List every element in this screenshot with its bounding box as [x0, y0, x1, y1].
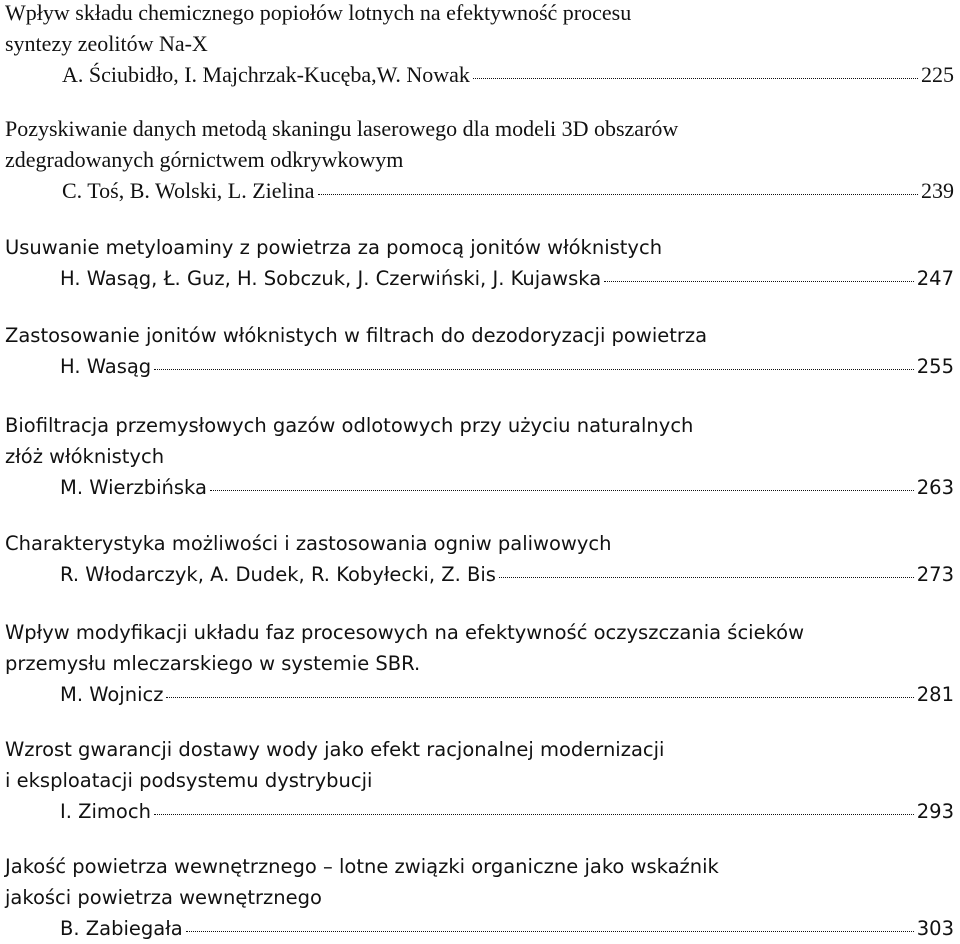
entry-title-line: jakości powietrza wewnętrznego [5, 886, 322, 909]
entry-page-number: 225 [921, 62, 954, 87]
entry-authors: R. Włodarczyk, A. Dudek, R. Kobyłecki, Z. Bis [60, 563, 496, 586]
entry-title-line [0, 410, 960, 441]
entry-authors: M. Wojnicz [60, 683, 164, 706]
toc-entry [0, 528, 960, 590]
entry-page-number: 273 [916, 563, 954, 586]
entry-authors: B. Zabiegała [60, 917, 183, 940]
entry-title-line: złóż włóknistych [5, 445, 165, 468]
entry-title-line: i eksploatacji podsystemu dystrybucji [5, 769, 373, 792]
entry-title-text: Biofiltracja przemysłowych gazów odlotowych przy użyciu naturalnych [5, 414, 694, 437]
dot-leader [318, 194, 918, 195]
entry-title-line: Wpływ składu chemicznego popiołów lotnych na efektywność procesu [5, 0, 632, 25]
toc-entry [0, 232, 960, 294]
dot-leader [166, 697, 913, 698]
entry-title-line: zdegradowanych górnictwem odkrywkowym [5, 147, 404, 172]
entry-page-number: 281 [916, 683, 954, 706]
entry-title-line: Usuwanie metyloaminy z powietrza za pomocą jonitów włóknistych [5, 236, 663, 259]
entry-title-line: Jakość powietrza wewnętrznego – lotne związki organiczne jako wskaźnik [5, 855, 719, 878]
entry-author-line [0, 175, 960, 206]
entry-author-line [0, 913, 960, 944]
entry-author-line [0, 263, 960, 294]
entry-authors: C. Toś, B. Wolski, L. Zielina [62, 178, 315, 203]
entry-title-line: Pozyskiwanie danych metodą skaningu laserowego dla modeli 3D obszarów [5, 116, 679, 141]
entry-author-line [0, 351, 960, 382]
entry-page-number: 239 [921, 178, 954, 203]
dot-leader [186, 931, 914, 932]
toc-entry [0, 734, 960, 827]
dot-leader [499, 577, 914, 578]
toc-entry [0, 617, 960, 710]
entry-author-line [0, 472, 960, 503]
entry-authors: H. Wasąg [60, 355, 152, 378]
toc-entry [0, 320, 960, 382]
entry-title-line: Wpływ modyfikacji układu faz procesowych na efektywność oczyszczania ścieków [5, 621, 805, 644]
dot-leader [604, 281, 914, 282]
entry-title-line: Charakterystyka możliwości i zastosowania ogniw paliwowych [5, 532, 612, 555]
entry-page-number: 263 [916, 476, 954, 499]
entry-authors: M. Wierzbińska [60, 476, 207, 499]
dot-leader [473, 78, 918, 79]
entry-title-line: syntezy zeolitów Na-X [5, 31, 208, 56]
entry-title-line: przemysłu mleczarskiego w systemie SBR. [5, 652, 421, 675]
entry-author-line [0, 559, 960, 590]
entry-author-line [0, 59, 960, 90]
entry-page-number: 293 [916, 800, 954, 823]
toc-entry [0, 410, 960, 503]
entry-author-line [0, 679, 960, 710]
entry-page-number: 255 [916, 355, 954, 378]
entry-page-number: 303 [916, 917, 954, 940]
entry-page-number: 247 [916, 267, 954, 290]
dot-leader [210, 490, 914, 491]
entry-author-line [0, 796, 960, 827]
entry-authors: H. Wasąg, Ł. Guz, H. Sobczuk, J. Czerwiński, J. Kujawska [60, 267, 602, 290]
dot-leader [154, 814, 914, 815]
entry-title-line: Zastosowanie jonitów włóknistych w filtrach do dezodoryzacji powietrza [5, 324, 708, 347]
dot-leader [154, 369, 914, 370]
entry-title-line: Wzrost gwarancji dostawy wody jako efekt racjonalnej modernizacji [5, 738, 665, 761]
toc-entry [0, 0, 960, 90]
toc-entry [0, 113, 960, 206]
entry-authors: I. Zimoch [60, 800, 151, 823]
entry-authors: A. Ściubidło, I. Majchrzak-Kucęba,W. Nowak [62, 62, 470, 87]
toc-entry [0, 851, 960, 944]
